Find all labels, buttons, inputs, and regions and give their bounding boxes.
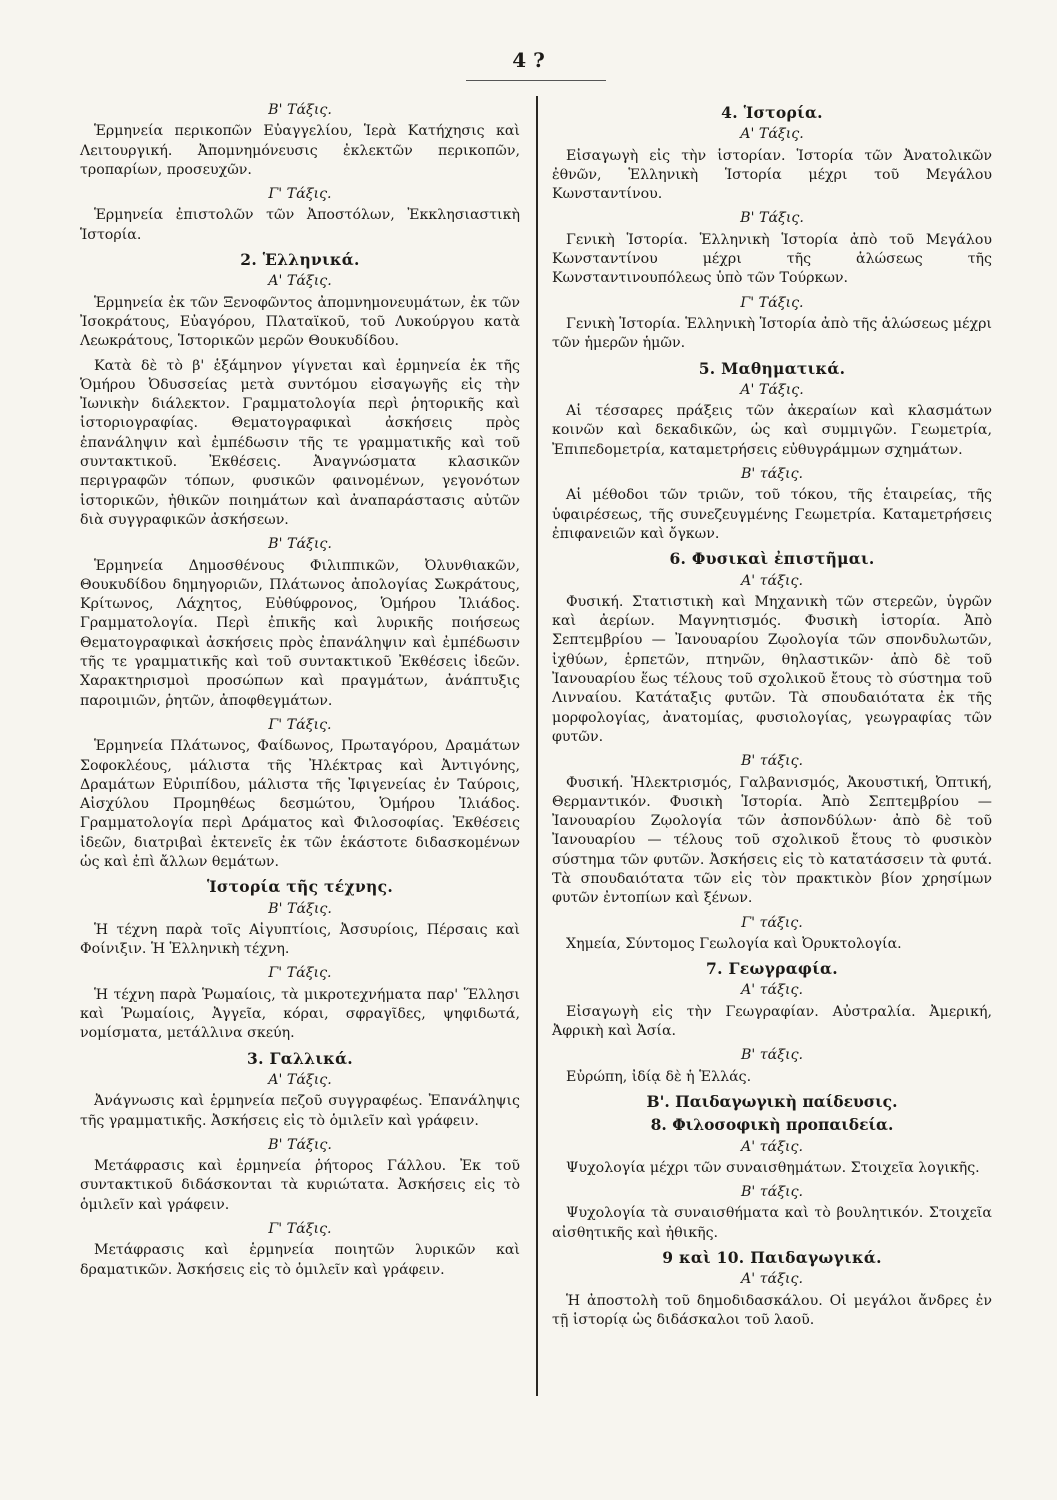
section-heading-philosophy: 8. Φιλοσοφικὴ προπαιδεία. [650,1115,894,1135]
section-heading-greek: 2. Ἑλληνικά. [240,250,360,270]
paragraph: Ἑρμηνεία ἐπιστολῶν τῶν Ἀποστόλων, Ἐκκλησιαστικὴ Ἱστορία. [80,207,520,243]
class-heading: Α' Τάξις. [268,1071,332,1088]
class-heading: Γ' Τάξις. [268,1221,332,1238]
paragraph: Κατὰ δὲ τὸ β' ἑξάμηνον γίγνεται καὶ ἑρμηνεία ἐκ τῆς Ὁμήρου Ὀδυσσείας μετὰ συντόμου εἰσαγωγῆς εἰς τὴν Ἰωνικὴν διάλεκτον. Γραμματολογία περὶ ῥητορικῆς καὶ ἱστοριογραφίας. Θεματογραφικαὶ ἀσκήσεις πρὸς ἐπανάληψιν καὶ ἐμπέδωσιν τῆς τε γραμματικῆς καὶ τοῦ συντακτικοῦ. Ἐκθέσεις. Ἀναγνώσματα κλασικῶν περιγραφῶν τόπων, φυσικῶν φαινομένων, γεγονότων ἱστορικῶν, ἠθικῶν ποιημάτων καὶ ἀναπαράστασις αὐτῶν διὰ συγγραφικῶν ἀσκήσεων. [80,357,520,528]
paragraph: Ἡ τέχνη παρὰ τοῖς Αἰγυπτίοις, Ἀσσυρίοις, Πέρσαις καὶ Φοίνιξιν. Ἡ Ἑλληνικὴ τέχνη. [80,921,520,958]
class-heading: Α' Τάξις. [268,273,332,290]
paragraph: Ἡ τέχνη παρὰ Ῥωμαίοις, τὰ μικροτεχνήματα παρ' Ἕλλησι καὶ Ῥωμαίοις, Ἀγγεῖα, κόραι, σφραγῖδες, ψηφιδωτά, νομίσματα, μετάλλινα σκεύη. [80,986,520,1042]
paragraph: Εὐρώπη, ἰδίᾳ δὲ ἡ Ἑλλάς. [566,1068,752,1085]
section-heading-geography: 7. Γεωγραφία. [706,959,838,979]
section-heading-physics: 6. Φυσικαὶ ἐπιστῆμαι. [669,549,875,569]
class-heading: Β' τάξις. [740,1047,804,1064]
class-heading: Γ' Τάξις. [268,965,332,982]
paragraph: Φυσική. Ἠλεκτρισμός, Γαλβανισμός, Ἀκουστική, Ὀπτική, Θερμαντικόν. Φυσικὴ Ἱστορία. Ἀπὸ Σεπτεμβρίου — Ἰανουαρίου Ζῳολογία τῶν ἀσπονδύλων· ἀπὸ δὲ τοῦ Ἰανουαρίου — τέλους τοῦ σχολικοῦ ἔτους τὸ φυσικὸν σύστημα τῶν φυτῶν. Ἀσκήσεις εἰς τὸ κατατάσσειν τὰ φυτά. Τὰ σπουδαιότατα τῶν εἰς τὸν πρακτικὸν βίον χρησίμων φυτῶν ἐντοπίων καὶ ξένων. [552,774,992,907]
class-heading: Α' τάξις. [741,982,803,999]
class-heading: Β' Τάξις. [740,210,804,227]
paragraph: Ἀνάγνωσις καὶ ἑρμηνεία πεζοῦ συγγραφέως. Ἐπανάληψις τῆς γραμματικῆς. Ἀσκήσεις εἰς τὸ ὁμιλεῖν καὶ γράφειν. [80,1093,520,1129]
paragraph: Εἰσαγωγὴ εἰς τὴν ἱστορίαν. Ἱστορία τῶν Ἀνατολικῶν ἐθνῶν, Ἑλληνικὴ Ἱστορία μέχρι τοῦ Μεγάλου Κωνσταντίνου. [552,147,992,203]
class-heading: Α' Τάξις. [740,381,804,398]
section-heading-pedagogy: 9 καὶ 10. Παιδαγωγικά. [662,1248,882,1268]
class-heading: Β' τάξις. [740,466,804,483]
class-heading: Β' Τάξις. [268,900,332,917]
paragraph: Γενικὴ Ἱστορία. Ἑλληνικὴ Ἱστορία ἀπὸ τοῦ Μεγάλου Κωνσταντίνου μέχρι τῆς ἁλώσεως τῆς Κωνσταντινουπόλεως ὑπὸ τῶν Τούρκων. [552,231,992,287]
class-heading: Β' τάξις. [740,753,804,770]
paragraph: Ἑρμηνεία ἐκ τῶν Ξενοφῶντος ἀπομνημονευμάτων, ἐκ τῶν Ἰσοκράτους, Εὐαγόρου, Πλαταϊκοῦ, τοῦ Λυκούργου κατὰ Λεωκράτους, Ἱστορικῶν μερῶν Θουκυδίδου. [80,294,520,350]
paragraph: Ψυχολογία τὰ συναισθήματα καὶ τὸ βουλητικόν. Στοιχεῖα αἰσθητικῆς καὶ ἠθικῆς. [552,1205,992,1241]
left-column [80,98,520,1285]
class-heading: Γ' τάξις. [741,914,803,931]
column-divider [536,96,538,1396]
paragraph: Ψυχολογία μέχρι τῶν συναισθημάτων. Στοιχεῖα λογικῆς. [566,1159,980,1176]
paragraph: Μετάφρασις καὶ ἑρμηνεία ῥήτορος Γάλλου. Ἐκ τοῦ συντακτικοῦ διδάσκονται τὰ κυριώτατα. Ἀσκήσεις εἰς τὸ ὁμιλεῖν καὶ γράφειν. [80,1158,520,1213]
section-heading-math: 5. Μαθηματικά. [698,358,846,378]
paragraph: Μετάφρασις καὶ ἑρμηνεία ποιητῶν λυρικῶν καὶ δραματικῶν. Ἀσκήσεις εἰς τὸ ὁμιλεῖν καὶ γράφειν. [80,1242,520,1278]
paragraph: Αἱ τέσσαρες πράξεις τῶν ἀκεραίων καὶ κλασμάτων κοινῶν καὶ δεκαδικῶν, ὡς καὶ συμμιγῶν. Γεωμετρία, Ἐπιπεδομετρία, καταμετρήσεις εὐθυγράμμων σχημάτων. [552,403,992,458]
paragraph: Ἑρμηνεία Δημοσθένους Φιλιππικῶν, Ὀλυνθιακῶν, Θουκυδίδου δημηγοριῶν, Πλάτωνος ἀπολογίας Σωκράτους, Κρίτωνος, Λάχητος, Εὐθύφρονος, Ὁμήρου Ἰλιάδος. Γραμματολογία. Περὶ ἐπικῆς καὶ λυρικῆς ποιήσεως Θεματογραφικαὶ ἀσκήσεις πρὸς ἐπανάληψιν καὶ ἐμπέδωσιν τῆς τε γραμματικῆς καὶ τοῦ συντακτικοῦ Ἐκθέσεις ἰδεῶν. Χαρακτηρισμοὶ προσώπων καὶ πραγμάτων, ἀνάπτυξις παροιμιῶν, ῥητῶν, ἀποφθεγμάτων. [80,557,520,709]
paragraph: Ἑρμηνεία περικοπῶν Εὐαγγελίου, Ἱερὰ Κατήχησις καὶ Λειτουργική. Ἀπομνημόνευσις ἐκλεκτῶν περικοπῶν, τροπαρίων, προσευχῶν. [80,123,520,178]
class-heading: Γ' Τάξις. [268,186,332,203]
class-heading: Β' Τάξις. [268,102,332,118]
class-heading: Α' τάξις. [741,572,803,589]
class-heading: Β' Τάξις. [268,1136,332,1153]
class-heading: Α' τάξις. [741,1138,803,1155]
paragraph: Ἡ ἀποστολὴ τοῦ δημοδιδασκάλου. Οἱ μεγάλοι ἄνδρες ἐν τῇ ἱστορίᾳ ὡς διδάσκαλοι τοῦ λαοῦ. [552,1292,992,1328]
class-heading: Γ' Τάξις. [740,294,804,311]
paragraph: Γενικὴ Ἱστορία. Ἑλληνικὴ Ἱστορία ἀπὸ τῆς ἁλώσεως μέχρι τῶν ἡμερῶν ἡμῶν. [552,315,992,352]
page-number: 4 ? [512,48,545,72]
class-heading: Β' Τάξις. [268,536,332,553]
section-heading-pedagogical-education: Β'. Παιδαγωγικὴ παίδευσις. [646,1091,898,1111]
paragraph: Αἱ μέθοδοι τῶν τριῶν, τοῦ τόκου, τῆς ἑταιρείας, τῆς ὑφαιρέσεως, τῆς συνεζευγμένης Γεωμετρία. Καταμετρήσεις ἐπιφανειῶν καὶ ὄγκων. [552,487,992,542]
paragraph: Ἑρμηνεία Πλάτωνος, Φαίδωνος, Πρωταγόρου, Δραμάτων Σοφοκλέους, μάλιστα τῆς Ἠλέκτρας καὶ Ἀντιγόνης, Δραμάτων Εὐριπίδου, μάλιστα τῆς Ἰφιγενείας ἐν Ταύροις, Αἰσχύλου Προμηθέως δεσμώτου, Ὁμήρου Ἰλιάδος. Γραμματολογία περὶ Δράματος καὶ Φιλοσοφίας. Ἐκθέσεις ἰδεῶν, διατριβαὶ ἐκτενεῖς ἐκ τῶν ἑκάστοτε διδασκομένων ὡς καὶ ἐπὶ ἄλλων θεμάτων. [80,738,520,870]
right-column [552,98,992,1335]
class-heading: Α' Τάξις. [740,126,804,143]
top-rule [466,80,606,81]
paragraph: Εἰσαγωγὴ εἰς τὴν Γεωγραφίαν. Αὐστραλία. Ἀμερική, Ἀφρικὴ καὶ Ἀσία. [552,1003,992,1040]
section-heading-french: 3. Γαλλικά. [247,1048,353,1068]
section-heading-art-history: Ἱστορία τῆς τέχνης. [206,877,394,897]
section-heading-history: 4. Ἱστορία. [721,103,823,122]
class-heading: Γ' Τάξις. [268,716,332,733]
class-heading: Α' τάξις. [741,1271,803,1288]
class-heading: Β' τάξις. [740,1184,804,1201]
paragraph: Χημεία, Σύντομος Γεωλογία καὶ Ὀρυκτολογία. [566,935,902,952]
paragraph: Φυσική. Στατιστικὴ καὶ Μηχανικὴ τῶν στερεῶν, ὑγρῶν καὶ ἀερίων. Μαγνητισμός. Φυσικὴ ἱστορία. Ἀπὸ Σεπτεμβρίου — Ἰανουαρίου Ζῳολογία τῶν σπονδυλωτῶν, ἰχθύων, ἑρπετῶν, πτηνῶν, θηλαστικῶν· ἀπὸ δὲ τοῦ Ἰανουαρίου ἕως τέλους τοῦ σχολικοῦ ἔτους τὸ σύστημα τοῦ Λινναίου. Κατάταξις φυτῶν. Τὰ σπουδαιότατα ἐκ τῆς μορφολογίας, ἀνατομίας, φυσιολογίας, γεωγραφίας τῶν φυτῶν. [552,593,992,745]
